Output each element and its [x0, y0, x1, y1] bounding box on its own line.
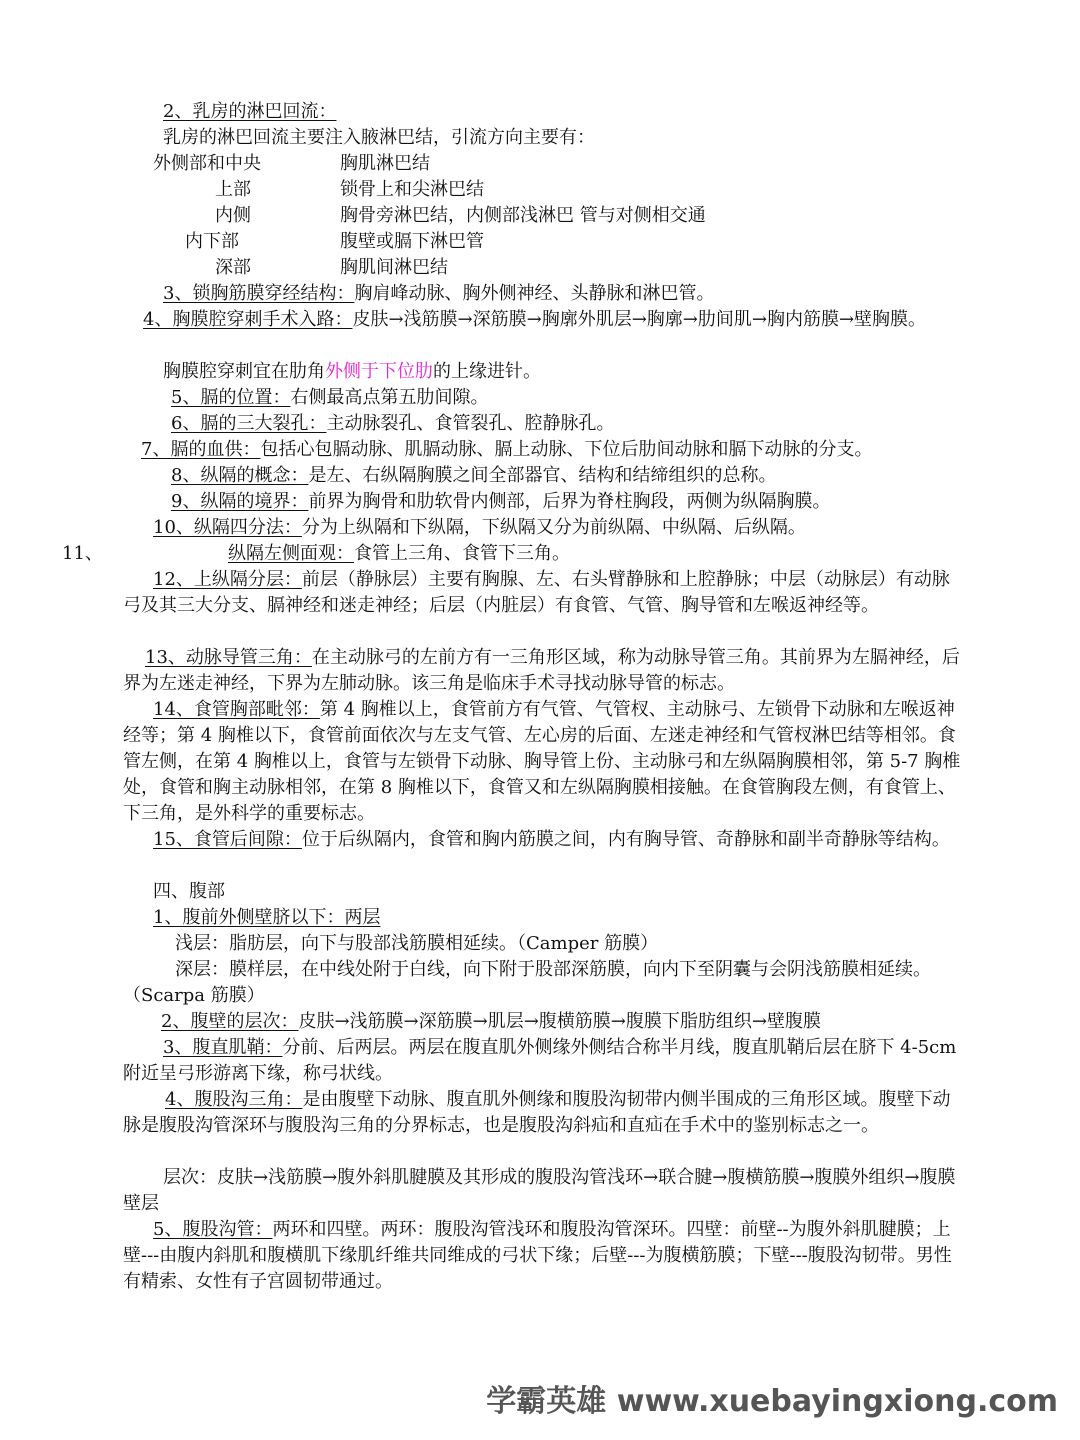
- item-10: [153, 515, 806, 541]
- item-text: 皮肤→浅筋膜→深筋膜→胸廓外肌层→胸廓→肋间肌→胸内筋膜→壁胸膜。: [352, 309, 927, 330]
- item-text: 包括心包膈动脉、肌膈动脉、膈上动脉、下位后肋间动脉和膈下动脉的分支。: [260, 439, 873, 460]
- watermark-text: 学霸英雄 www.xuebayingxiong.com: [486, 1384, 1058, 1419]
- item-heading: 7、膈的血供：: [141, 439, 261, 460]
- section-heading-abdomen: 四、腹部: [153, 881, 225, 902]
- item-heading: 8、纵隔的概念：: [171, 465, 309, 486]
- item-heading: 6、膈的三大裂孔：: [171, 413, 327, 434]
- item-heading: 10、纵隔四分法：: [153, 517, 302, 538]
- item-text: 位于后纵隔内，食管和胸内筋膜之间，内有胸导管、奇静脉和副半奇静脉等结构。: [301, 829, 950, 850]
- item-13: [123, 645, 963, 697]
- lymph-intro: 乳房的淋巴回流主要注入腋淋巴结，引流方向主要有：: [163, 127, 595, 148]
- item-heading: 4、胸膜腔穿刺手术入路：: [143, 309, 353, 330]
- section-title-lymph: 2、乳房的淋巴回流：: [163, 101, 337, 122]
- item-heading: 14、食管胸部毗邻：: [153, 699, 320, 720]
- lymph-target: 腹壁或膈下淋巴管: [340, 231, 484, 252]
- abdomen-item-1: 1、腹前外侧壁脐以下：两层: [153, 907, 381, 928]
- lymph-target: 胸肌淋巴结: [340, 153, 430, 174]
- item-8: [171, 463, 776, 489]
- item-15: [123, 827, 963, 853]
- item-6: [171, 411, 614, 437]
- item-heading: 2、腹壁的层次：: [161, 1011, 299, 1032]
- abdomen-item-2: [161, 1009, 821, 1035]
- lymph-region: 外侧部和中央: [153, 153, 261, 174]
- item-text: 前界为胸骨和肋软骨内侧部，后界为脊柱胸段，两侧为纵隔胸膜。: [308, 491, 831, 512]
- abdomen-deep-layer: 深层：膜样层，在中线处附于白线，向下附于股部深筋膜，向内下至阴囊与会阴浅筋膜相延续。（Scarpa 筋膜）: [123, 959, 931, 1006]
- item-9: [171, 489, 830, 515]
- item-heading: 12、上纵隔分层：: [153, 569, 302, 590]
- highlight-text: 外侧于下位肋: [325, 361, 433, 382]
- item-text: 皮肤→浅筋膜→深筋膜→肌层→腹横筋膜→腹膜下脂肪组织→壁腹膜: [298, 1011, 821, 1032]
- abdomen-superficial-layer: 浅层：脂肪层，向下与股部浅筋膜相延续。（Camper 筋膜）: [175, 933, 659, 954]
- item-text: 右侧最高点第五肋间隙。: [290, 387, 489, 408]
- item-heading: 15、食管后间隙：: [153, 829, 302, 850]
- lymph-target: 锁骨上和尖淋巴结: [340, 179, 484, 200]
- item-text: 两环和四壁。两环：腹股沟管浅环和腹股沟管深环。四壁：前壁--为腹外斜肌腱膜；上壁---由腹内斜肌和腹横肌下缘肌纤维共同维成的弓状下缘；后壁---为腹横筋膜；下壁---腹股沟韧带。男性有精索、女性有子宫圆韧带通过。: [123, 1219, 952, 1292]
- item-7: [141, 437, 872, 463]
- item-text: 主动脉裂孔、食管裂孔、腔静脉孔。: [326, 413, 615, 434]
- item-3: [163, 281, 714, 307]
- item-12: [123, 567, 963, 619]
- item-text: 食管上三角、食管下三角。: [354, 543, 570, 564]
- item-4: [123, 307, 963, 333]
- item-heading: 3、锁胸筋膜穿经结构：: [163, 283, 355, 304]
- item-text: 第 4 胸椎以上，食管前方有气管、气管杈、主动脉弓、左锁骨下动脉和左喉返神经等；第 4 胸椎以下，食管前面依次与左支气管、左心房的后面、左迷走神经和气管杈淋巴结等相邻。食管左侧，在第 4 胸椎以上，食管与左锁骨下动脉、胸导管上份、主动脉弓和左纵隔胸膜相邻，第 5-7 胸椎处，食管和胸主动脉相邻，在第 8 胸椎以下，食管又和左纵隔胸膜相接触。在食管胸段左侧，有食管上、下三角，是外科学的重要标志。: [123, 699, 961, 824]
- note-text-start: 胸膜腔穿刺宜在肋角: [163, 361, 325, 382]
- note-text-end: 的上缘进针。: [433, 361, 541, 382]
- item-5: [171, 385, 488, 411]
- item-heading: 9、纵隔的境界：: [171, 491, 309, 512]
- item-text: 分前、后两层。两层在腹直肌外侧缘外侧结合称半月线，腹直肌鞘后层在脐下 4-5cm 附近呈弓形游离下缘，称弓状线。: [123, 1037, 957, 1084]
- item-14: [123, 697, 963, 827]
- item-text: 是左、右纵隔胸膜之间全部器官、结构和结缔组织的总称。: [308, 465, 777, 486]
- item-heading: 5、膈的位置：: [171, 387, 291, 408]
- lymph-target: 胸骨旁淋巴结，内侧部浅淋巴 管与对侧相交通: [340, 205, 706, 226]
- item-heading: 纵隔左侧面观：: [228, 543, 354, 564]
- item-text: 胸肩峰动脉、胸外侧神经、头静脉和淋巴管。: [354, 283, 715, 304]
- item-text: 是由腹壁下动脉、腹直肌外侧缘和腹股沟韧带内侧半围成的三角形区域。腹壁下动脉是腹股沟管深环与腹股沟三角的分界标志，也是腹股沟斜疝和直疝在手术中的鉴别标志之一。: [123, 1089, 951, 1136]
- item-heading: 5、腹股沟管：: [153, 1219, 273, 1240]
- item-text: 分为上纵隔和下纵隔，下纵隔又分为前纵隔、中纵隔、后纵隔。: [301, 517, 806, 538]
- item-text: 在主动脉弓的左前方有一三角形区域，称为动脉导管三角。其前界为左膈神经，后界为左迷走神经，下界为左肺动脉。该三角是临床手术寻找动脉导管的标志。: [123, 647, 960, 694]
- abdomen-item-5: [123, 1217, 963, 1295]
- item-heading: 4、腹股沟三角：: [165, 1089, 303, 1110]
- abdomen-layers: 层次：皮肤→浅筋膜→腹外斜肌腱膜及其形成的腹股沟管浅环→联合腱→腹横筋膜→腹膜外组织→腹膜壁层: [123, 1167, 956, 1214]
- lymph-region: 上部: [215, 179, 251, 200]
- lymph-region: 内下部: [185, 231, 239, 252]
- item-11: [228, 541, 570, 567]
- item-11-number: 11、: [62, 543, 103, 564]
- abdomen-item-3: [123, 1035, 963, 1087]
- item-heading: 13、动脉导管三角：: [145, 647, 312, 668]
- lymph-region: 深部: [215, 257, 251, 278]
- item-text: 前层（静脉层）主要有胸腺、左、右头臂静脉和上腔静脉；中层（动脉层）有动脉弓及其三大分支、膈神经和迷走神经；后层（内脏层）有食管、气管、胸导管和左喉返神经等。: [123, 569, 950, 616]
- lymph-target: 胸肌间淋巴结: [340, 257, 448, 278]
- item-4-note: [163, 359, 541, 385]
- item-heading: 3、腹直肌鞘：: [163, 1037, 283, 1058]
- lymph-region: 内侧: [215, 205, 251, 226]
- abdomen-item-4: [123, 1087, 963, 1139]
